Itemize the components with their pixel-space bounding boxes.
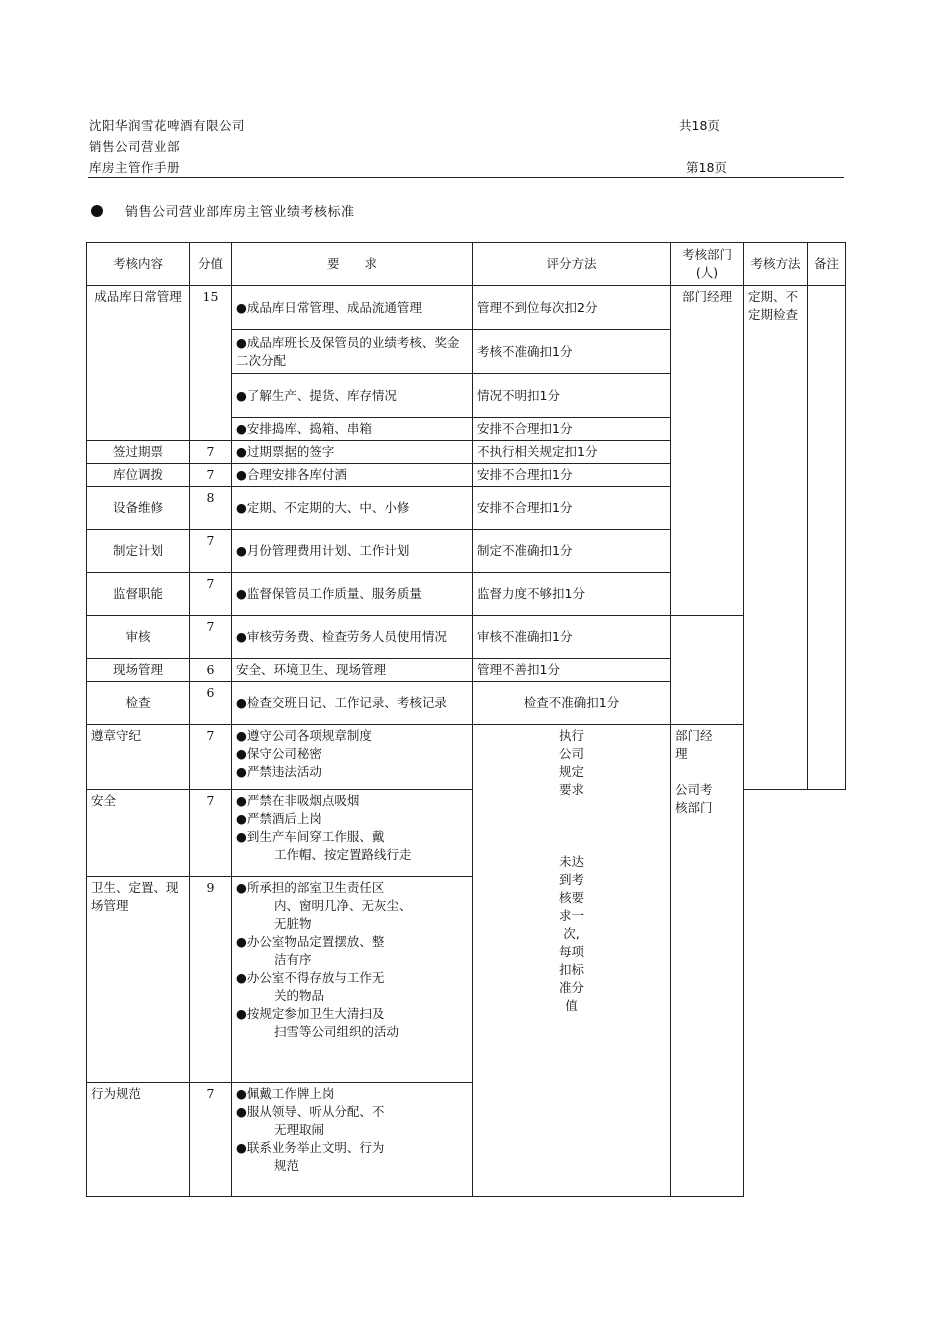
row-method: 安排不合理扣1分 bbox=[473, 464, 671, 487]
row-score: 7 bbox=[190, 616, 232, 659]
department-name: 销售公司营业部 bbox=[89, 139, 181, 154]
row-content: 审核 bbox=[87, 616, 190, 659]
method-line: 准分 bbox=[558, 980, 584, 995]
req-line: ●服从领导、听从分配、不 bbox=[236, 1104, 385, 1119]
method-spacer bbox=[477, 835, 666, 853]
header-content: 考核内容 bbox=[87, 243, 190, 286]
table-row bbox=[87, 286, 846, 330]
req-line: ●遵守公司各项规章制度 bbox=[236, 728, 372, 743]
req-line: 无脏物 bbox=[274, 916, 312, 931]
row-score: 7 bbox=[190, 790, 232, 877]
req-line: ●到生产车间穿工作服、戴 bbox=[236, 829, 385, 844]
row-content: 检查 bbox=[87, 682, 190, 725]
company-name: 沈阳华润雪花啤酒有限公司 bbox=[89, 118, 246, 133]
row-score: 7 bbox=[190, 441, 232, 464]
req-line: ●联系业务举止文明、行为 bbox=[236, 1140, 385, 1155]
row-requirement: ●检查交班日记、工作记录、考核记录 bbox=[232, 682, 473, 725]
req-line: ●办公室不得存放与工作无 bbox=[236, 970, 385, 985]
row-content: 成品库日常管理 bbox=[87, 286, 190, 441]
row-method: 检查不准确扣1分 bbox=[473, 682, 671, 725]
row-content: 卫生、定置、现场管理 bbox=[87, 877, 190, 1083]
header-score: 分值 bbox=[190, 243, 232, 286]
header-dept: 考核部门(人) bbox=[671, 243, 744, 286]
method-line: 每项 bbox=[558, 944, 584, 959]
req-line: 内、窗明几净、无灰尘、 bbox=[274, 898, 412, 913]
dept-line: 部门经 bbox=[675, 728, 713, 743]
method-line: 核要 bbox=[558, 890, 584, 905]
bullet-icon bbox=[91, 205, 103, 217]
row-requirement: ●了解生产、提货、库存情况 bbox=[232, 374, 473, 418]
row-requirement: ●安排捣库、捣箱、串箱 bbox=[232, 418, 473, 441]
req-line: ●严禁违法活动 bbox=[236, 764, 322, 779]
req-line: ●佩戴工作牌上岗 bbox=[236, 1086, 335, 1101]
dept-line: 核部门 bbox=[675, 800, 713, 815]
row-method: 情况不明扣1分 bbox=[473, 374, 671, 418]
table-row bbox=[87, 725, 846, 790]
row-requirement: ●成品库日常管理、成品流通管理 bbox=[232, 286, 473, 330]
row-content: 遵章守纪 bbox=[87, 725, 190, 790]
req-line: 扫雪等公司组织的活动 bbox=[274, 1024, 400, 1039]
dept-line: 理 bbox=[675, 746, 688, 761]
row-method: 考核不准确扣1分 bbox=[473, 330, 671, 374]
req-line: ●严禁在非吸烟点吸烟 bbox=[236, 793, 360, 808]
row-requirement: ●审核劳务费、检查劳务人员使用情况 bbox=[232, 616, 473, 659]
row-score: 15 bbox=[190, 286, 232, 441]
method-line: 规定 bbox=[558, 764, 584, 779]
req-line: ●严禁酒后上岗 bbox=[236, 811, 322, 826]
row-score: 7 bbox=[190, 464, 232, 487]
header-mode: 考核方法 bbox=[744, 243, 808, 286]
method-line: 公司 bbox=[558, 746, 584, 761]
method-line: 到考 bbox=[558, 872, 584, 887]
section-title-text: 销售公司营业部库房主管业绩考核标准 bbox=[125, 205, 355, 220]
dept-spacer bbox=[675, 763, 739, 781]
mode-cell: 定期、不定期检查 bbox=[744, 286, 808, 790]
page-number: 第18页 bbox=[686, 160, 727, 175]
dept-cell: 部门经理 bbox=[671, 286, 744, 616]
table-row bbox=[87, 616, 846, 659]
row-method: 审核不准确扣1分 bbox=[473, 616, 671, 659]
row-method: 管理不到位每次扣2分 bbox=[473, 286, 671, 330]
method-line: 求一 bbox=[558, 908, 584, 923]
row-score: 6 bbox=[190, 682, 232, 725]
total-pages: 共18页 bbox=[679, 118, 720, 133]
row-requirement: ●过期票据的签字 bbox=[232, 441, 473, 464]
row-requirement: ●定期、不定期的大、中、小修 bbox=[232, 487, 473, 530]
row-content: 行为规范 bbox=[87, 1083, 190, 1197]
row-content: 监督职能 bbox=[87, 573, 190, 616]
req-line: ●保守公司秘密 bbox=[236, 746, 322, 761]
row-method: 不执行相关规定扣1分 bbox=[473, 441, 671, 464]
row-content: 设备维修 bbox=[87, 487, 190, 530]
table-header-row bbox=[87, 243, 846, 286]
row-requirement bbox=[232, 725, 473, 790]
row-requirement bbox=[232, 790, 473, 877]
row-content: 制定计划 bbox=[87, 530, 190, 573]
row-requirement: ●月份管理费用计划、工作计划 bbox=[232, 530, 473, 573]
method-line: 扣标 bbox=[558, 962, 584, 977]
row-score: 7 bbox=[190, 573, 232, 616]
table-row bbox=[87, 682, 846, 725]
row-score: 8 bbox=[190, 487, 232, 530]
method-line: 未达 bbox=[558, 854, 584, 869]
row-requirement: 安全、环境卫生、现场管理 bbox=[232, 659, 473, 682]
header-method: 评分方法 bbox=[473, 243, 671, 286]
merged-dept-cell bbox=[671, 725, 744, 1197]
row-content: 库位调拨 bbox=[87, 464, 190, 487]
method-line: 次, bbox=[563, 926, 580, 941]
method-spacer bbox=[477, 817, 666, 835]
req-line: 规范 bbox=[274, 1158, 300, 1173]
row-requirement bbox=[232, 1083, 473, 1197]
row-method: 制定不准确扣1分 bbox=[473, 530, 671, 573]
header-requirements: 要 求 bbox=[232, 243, 473, 286]
row-method: 管理不善扣1分 bbox=[473, 659, 671, 682]
req-line: 无理取闹 bbox=[274, 1122, 325, 1137]
header-divider bbox=[88, 177, 844, 178]
row-score: 6 bbox=[190, 659, 232, 682]
assessment-table bbox=[86, 242, 846, 1197]
row-requirement bbox=[232, 877, 473, 1083]
row-score: 9 bbox=[190, 877, 232, 1083]
method-spacer bbox=[477, 799, 666, 817]
dept-line: 公司考 bbox=[675, 782, 713, 797]
method-line: 要求 bbox=[558, 782, 584, 797]
row-method: 安排不合理扣1分 bbox=[473, 487, 671, 530]
method-line: 执行 bbox=[558, 728, 584, 743]
row-method: 安排不合理扣1分 bbox=[473, 418, 671, 441]
row-requirement: ●成品库班长及保管员的业绩考核、奖金二次分配 bbox=[232, 330, 473, 374]
row-content: 现场管理 bbox=[87, 659, 190, 682]
row-requirement: ●监督保管员工作质量、服务质量 bbox=[232, 573, 473, 616]
table-row bbox=[87, 659, 846, 682]
header-note: 备注 bbox=[808, 243, 846, 286]
section-title bbox=[91, 201, 355, 220]
req-line: ●按规定参加卫生大清扫及 bbox=[236, 1006, 385, 1021]
method-line: 值 bbox=[565, 998, 578, 1013]
merged-method-cell bbox=[473, 725, 671, 1197]
row-score: 7 bbox=[190, 530, 232, 573]
row-method: 监督力度不够扣1分 bbox=[473, 573, 671, 616]
row-content: 签过期票 bbox=[87, 441, 190, 464]
req-line: 工作帽、按定置路线行走 bbox=[274, 847, 412, 862]
req-line: 洁有序 bbox=[274, 952, 312, 967]
row-score: 7 bbox=[190, 1083, 232, 1197]
row-requirement: ●合理安排各库付酒 bbox=[232, 464, 473, 487]
req-line: ●办公室物品定置摆放、整 bbox=[236, 934, 385, 949]
row-content: 安全 bbox=[87, 790, 190, 877]
manual-title: 库房主管作手册 bbox=[89, 160, 181, 175]
req-line: ●所承担的部室卫生责任区 bbox=[236, 880, 385, 895]
req-line: 关的物品 bbox=[274, 988, 325, 1003]
row-score: 7 bbox=[190, 725, 232, 790]
note-cell bbox=[808, 286, 846, 790]
